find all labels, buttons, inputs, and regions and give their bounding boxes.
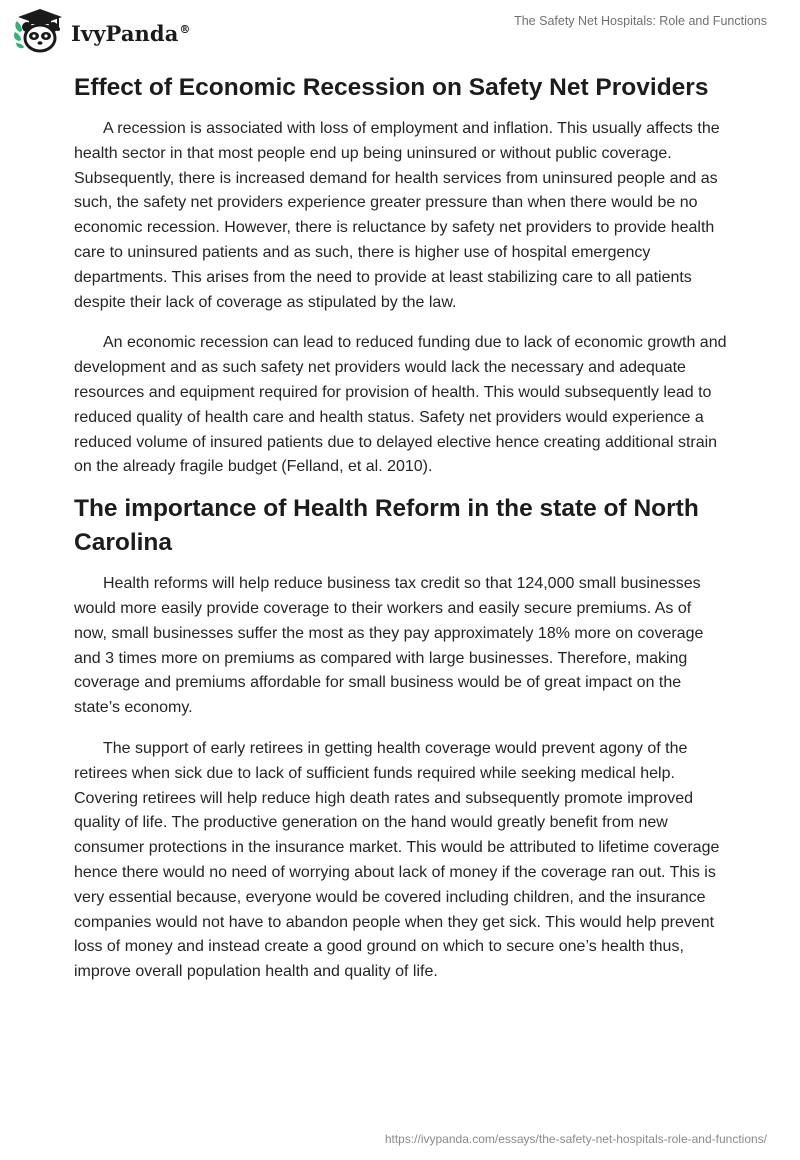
ivypanda-logo[interactable] — [14, 8, 191, 54]
registered-mark: ® — [179, 22, 191, 36]
paragraph: Health reforms will help reduce business tax credit so that 124,000 small businesses would more easily provide coverage to their workers and easily secure premiums. As of now, small businesses suffer the most as they pay approximately 18% more on coverage and 3 times more on premiums as compared with large businesses. Therefore, making coverage and premiums affordable for small business would be of great impact on the state’s economy. — [74, 575, 704, 717]
section-economic-recession — [74, 71, 728, 480]
paragraph: A recession is associated with loss of employment and inflation. This usually affects the health sector in that most people end up being uninsured or without public coverage. Subsequently, there is increased demand for health services from uninsured people and as such, the safety net providers experience greater pressure than when there would be no economic recession. However, there is reluctance by safety net providers to provide health care to uninsured patients and as such, there is higher use of hospital emergency departments. This arises from the need to provide at least stabilizing care to all patients despite their lack of coverage as stipulated by the law. — [74, 120, 720, 311]
brand-name: IvyPanda® — [71, 20, 191, 46]
page-header — [0, 0, 800, 60]
essay-content — [74, 71, 728, 1001]
paragraph: An economic recession can lead to reduced funding due to lack of economic growth and development and as such safety net providers would lack the necessary and adequate resources and equipment required for provision of health. This would subsequently lead to reduced quality of health care and health status. Safety net providers would experience a reduced volume of insured patients due to delayed elective hence creating additional strain on the already fragile budget (Felland, et al. 2010). — [74, 334, 727, 476]
section-heading: Effect of Economic Recession on Safety Net Providers — [74, 74, 709, 101]
paragraph: The support of early retirees in getting health coverage would prevent agony of the retirees when sick due to lack of sufficient funds required while seeking medical help. Covering retirees will help reduce high death rates and subsequently promote improved quality of life. The productive generation on the hand would greatly benefit from new consumer protections in the insurance market. This would be attributed to lifetime coverage hence there would no need of worrying about lack of money if the coverage ran out. This is very essential because, everyone would be covered including children, and the insurance companies would not have to abandon people when they get sick. This would help prevent loss of money and instead create a good ground on which to secure one’s health thus, improve overall population health and quality of life. — [74, 739, 720, 981]
source-url[interactable]: https://ivypanda.com/essays/the-safety-net-hospitals-role-and-functions/ — [384, 1132, 767, 1146]
section-heading: The importance of Health Reform in the state of North Carolina — [74, 495, 699, 557]
document-title: The Safety Net Hospitals: Role and Functions — [514, 14, 767, 28]
panda-graduate-icon — [14, 8, 66, 54]
section-health-reform — [74, 492, 728, 985]
